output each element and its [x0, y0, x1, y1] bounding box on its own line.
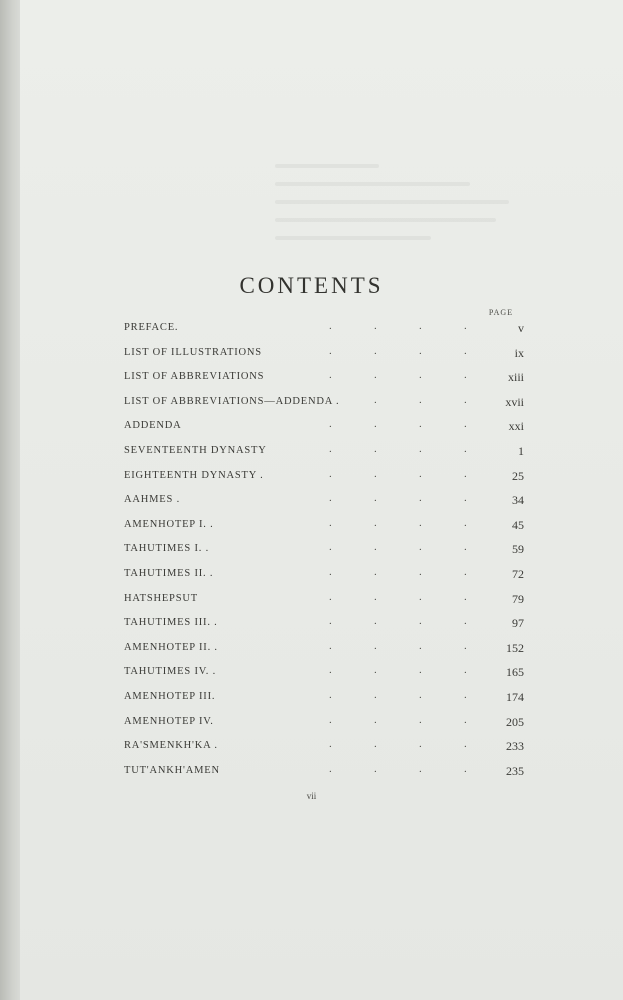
toc-entry-label: TAHUTIMES IV. .	[124, 666, 217, 678]
leader-dots: . . . .	[329, 738, 467, 751]
toc-entry-label: AMENHOTEP IV.	[124, 715, 214, 727]
toc-entry-page: v	[518, 321, 524, 335]
leader-dots: . . . .	[329, 639, 467, 652]
toc-entry-page: 174	[506, 690, 524, 704]
toc-entry-label: TUT'ANKH'AMEN	[124, 764, 220, 776]
toc-entry-label: AMENHOTEP I. .	[124, 518, 214, 530]
toc-entry	[124, 467, 538, 488]
toc-entry-label: TAHUTIMES I. .	[124, 543, 210, 555]
leader-dots: . . . .	[329, 590, 467, 603]
toc-entry	[124, 740, 538, 758]
toc-entry-page: 45	[512, 517, 524, 532]
toc-entry	[124, 666, 538, 684]
toc-entry	[124, 371, 538, 389]
toc-entry-label: PREFACE.	[124, 322, 179, 333]
toc-entry-label: EIGHTEENTH DYNASTY .	[124, 469, 264, 481]
leader-dots: . . . .	[329, 664, 467, 677]
toc-entry-label: RA'SMENKH'KA .	[124, 740, 218, 752]
toc-entry-page: 59	[512, 542, 524, 557]
leader-dots: . . . .	[329, 467, 467, 480]
toc-entry-page: 97	[512, 616, 524, 631]
toc-entry-page: ix	[514, 345, 524, 360]
leader-dots: . . . .	[329, 762, 467, 775]
toc-entry-label: TAHUTIMES II. .	[124, 568, 214, 579]
leader-dots: . . . .	[329, 566, 467, 578]
leader-dots: . . . .	[329, 344, 467, 357]
toc-entry-page: xvii	[505, 394, 524, 409]
toc-entry	[124, 344, 538, 365]
leader-dots: . . . .	[329, 516, 467, 529]
toc-entry-page: 34	[512, 493, 524, 508]
toc-entry-label: AMENHOTEP II. .	[124, 641, 218, 653]
toc-entry-label: LIST OF ABBREVIATIONS	[124, 371, 265, 383]
toc-entry	[124, 393, 538, 414]
toc-entry-label: HATSHEPSUT	[124, 592, 198, 604]
toc-entry-label: SEVENTEENTH DYNASTY	[124, 445, 267, 456]
leader-dots: . . . .	[329, 369, 467, 382]
toc-entry-page: 72	[512, 567, 524, 581]
leader-dots: . . . .	[329, 320, 467, 332]
toc-entry	[124, 590, 538, 611]
toc-entry	[124, 322, 538, 340]
toc-entry	[124, 617, 538, 635]
toc-entry-page: 25	[512, 468, 524, 483]
page-column-header: PAGE	[488, 308, 514, 317]
toc-entry-page: 1	[518, 444, 524, 458]
toc-entry-label: LIST OF ILLUSTRATIONS	[124, 346, 262, 358]
page-folio: vii	[306, 791, 317, 801]
toc-entry	[124, 762, 538, 783]
toc-entry-page: xiii	[507, 370, 524, 385]
toc-entry-page: 235	[506, 763, 524, 778]
leader-dots: . . . .	[329, 418, 467, 431]
leader-dots: . . .	[374, 393, 467, 406]
toc-entry	[124, 516, 538, 537]
toc-entry	[124, 543, 538, 561]
contents-title: CONTENTS	[239, 273, 384, 298]
toc-entry-label: AMENHOTEP III.	[124, 691, 216, 702]
toc-entry-page: 152	[506, 640, 524, 655]
toc-entry	[124, 494, 538, 512]
toc-entry	[124, 639, 538, 660]
toc-entry	[124, 420, 538, 438]
toc-entry-page: 233	[506, 739, 524, 754]
leader-dots: . . . .	[329, 541, 467, 554]
leader-dots: . . . .	[329, 615, 467, 628]
toc-entry-label: AAHMES .	[124, 494, 180, 506]
leader-dots: . . . .	[329, 443, 467, 455]
toc-entry-label: ADDENDA	[124, 420, 182, 432]
leader-dots: . . . .	[329, 689, 467, 701]
toc-entry	[124, 691, 538, 709]
leader-dots: . . . .	[329, 492, 467, 505]
toc-entry-label: TAHUTIMES III. .	[124, 617, 218, 629]
toc-entry-label: LIST OF ABBREVIATIONS—ADDENDA .	[124, 395, 340, 407]
toc-entry	[124, 568, 538, 586]
toc-entry	[124, 713, 538, 734]
toc-entry	[124, 445, 538, 463]
leader-dots: . . . .	[329, 713, 467, 726]
toc-entry-page: 205	[506, 714, 524, 729]
toc-entry-page: 165	[506, 665, 524, 680]
toc-entry-page: xxi	[508, 419, 524, 434]
toc-entry-page: 79	[512, 591, 524, 606]
